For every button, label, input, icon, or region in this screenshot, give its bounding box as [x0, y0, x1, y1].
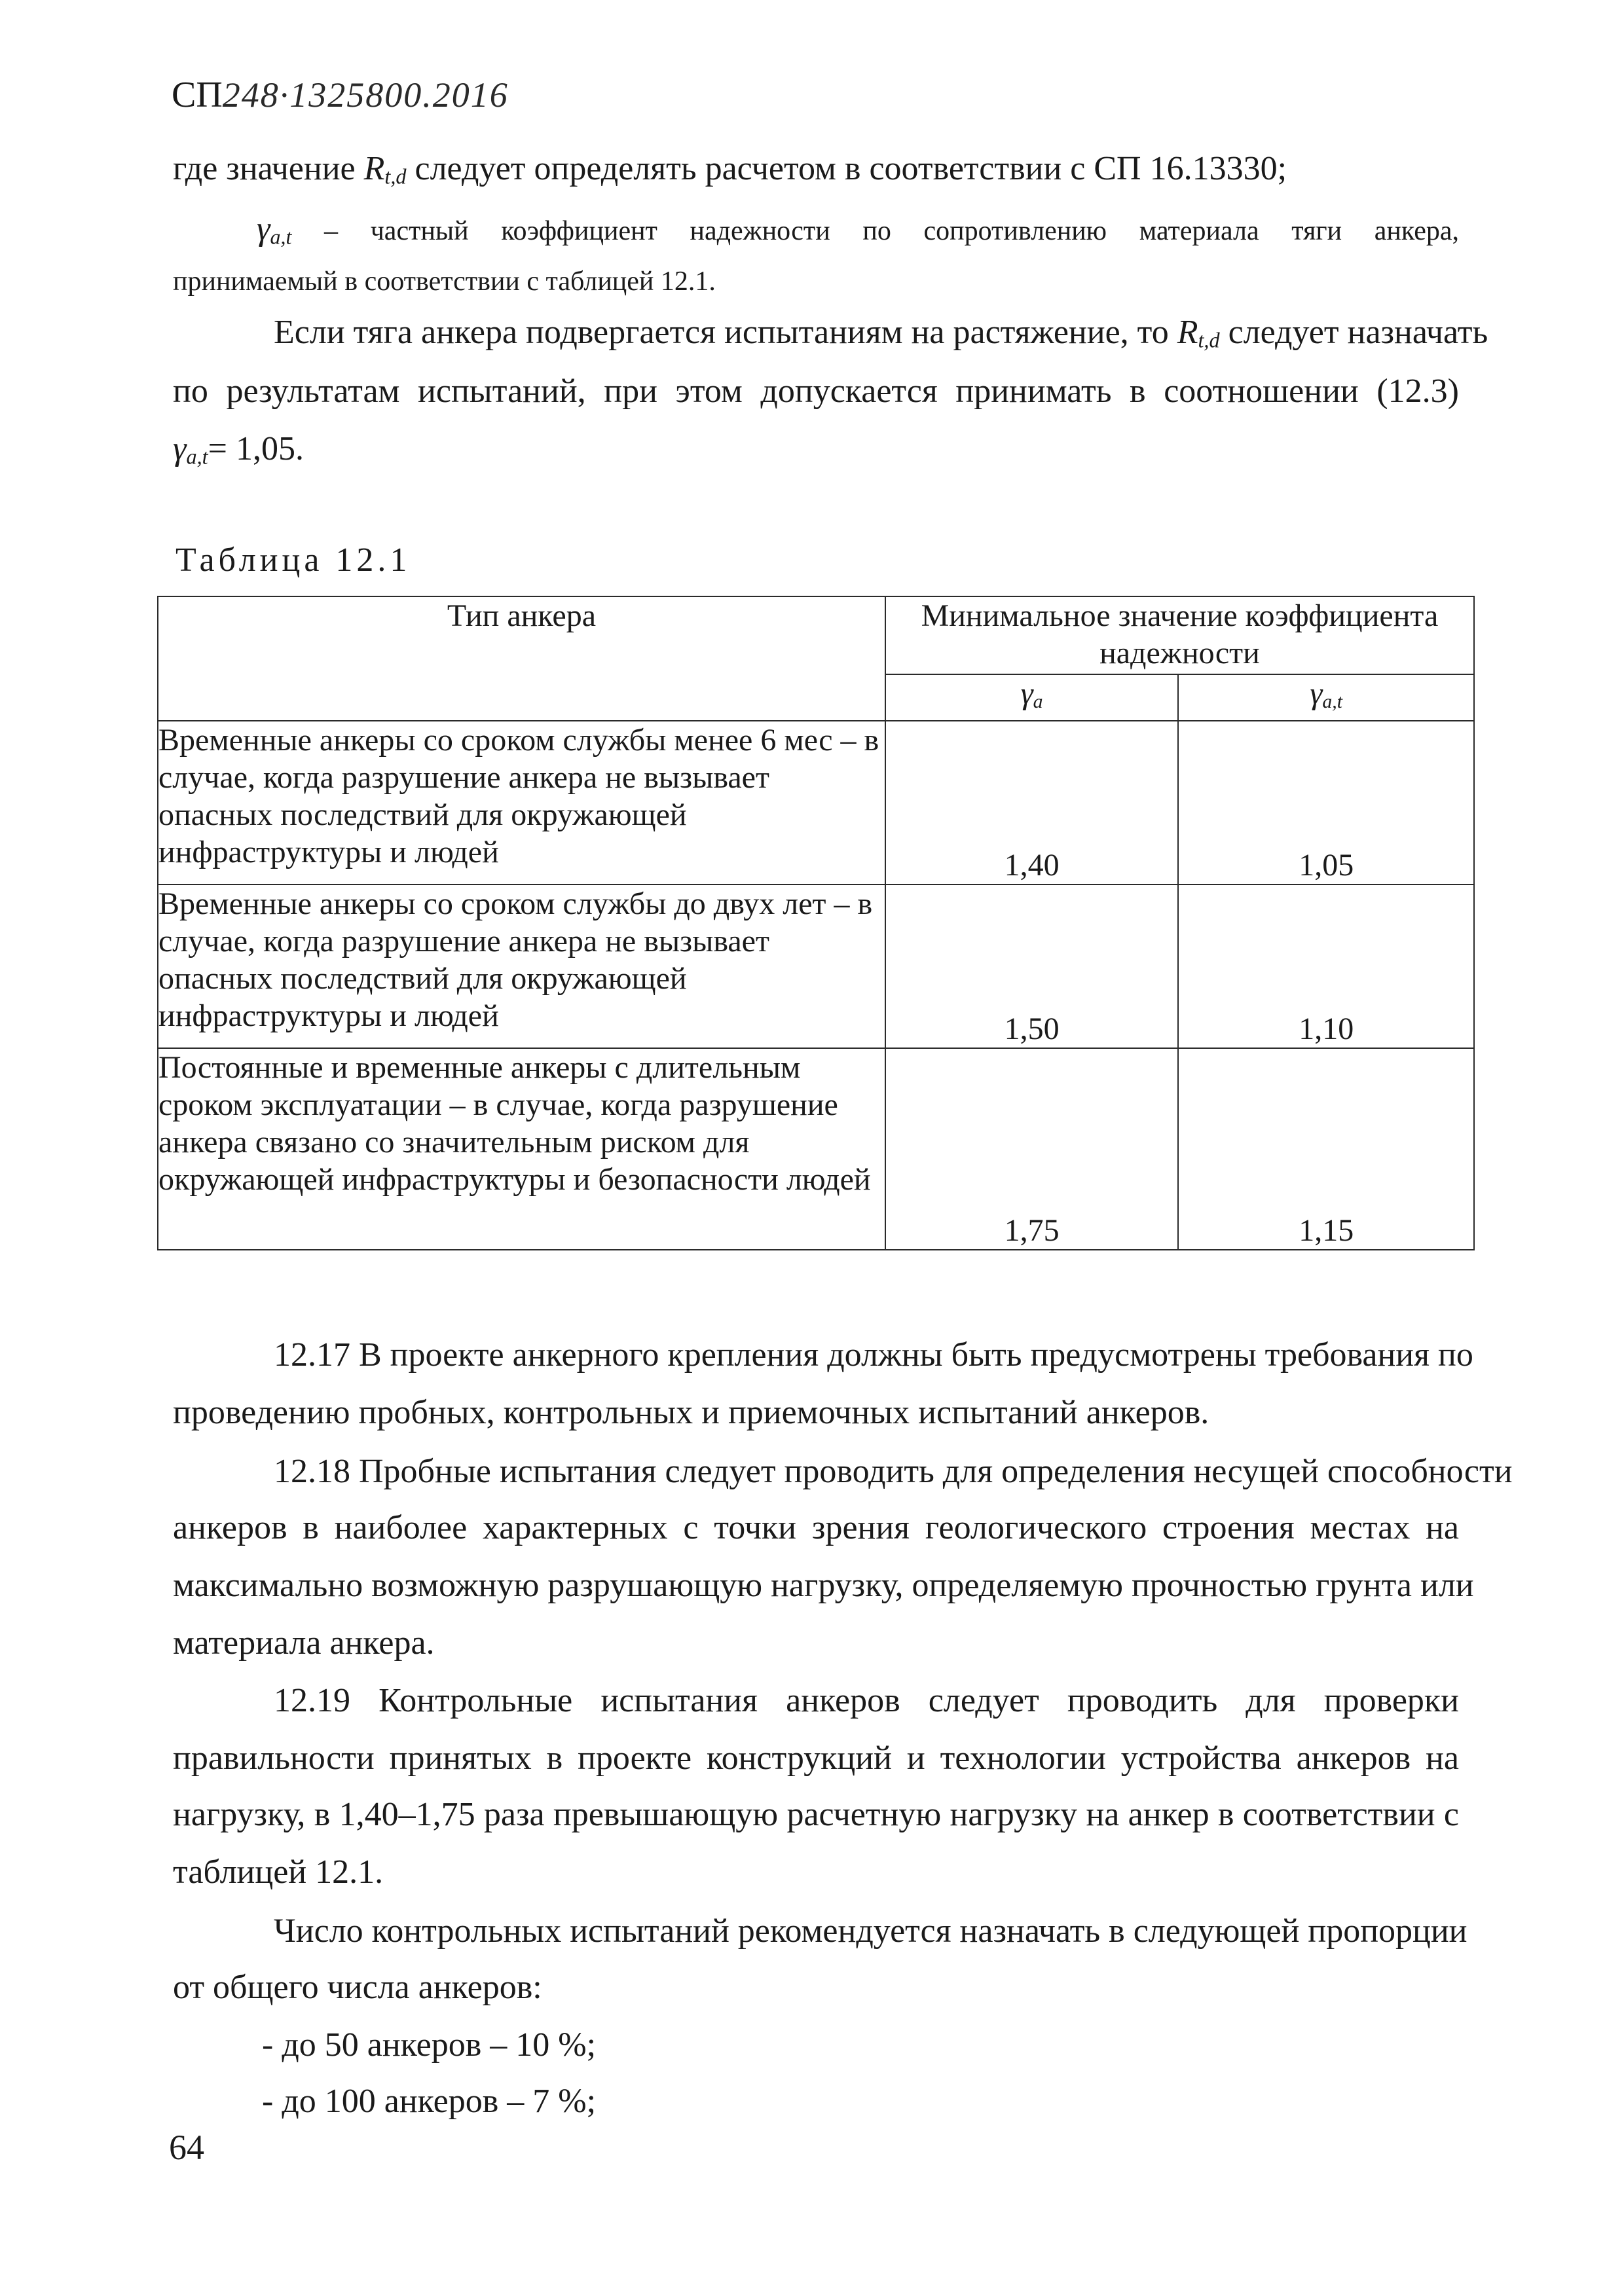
table-row: [158, 721, 1474, 884]
clause-12-19-line-3: нагрузку, в 1,40–1,75 раза превышающую расчетную нагрузку на анкер в соответствии с: [173, 1796, 1459, 1833]
intro-line-1: где значение $R_{t,d}$ следует определять расчетом в соответствии с СП 16.13330;: [173, 150, 1287, 189]
table-cell-type: Постоянные и временные анкеры с длительным сроком эксплуатации – в случае, когда разрушение анкера связано со значительным риском для окружающей инфраструктуры и безопасности людей: [158, 1048, 885, 1250]
table-cell-type: Временные анкеры со сроком службы до двух лет – в случае, когда разрушение анкера не вызывает опасных последствий для окружающей инфраструктуры и людей: [158, 884, 885, 1048]
header-min-coefficient: Минимальное значение коэффициента надежности: [885, 596, 1474, 674]
header-anchor-type: Тип анкера: [158, 596, 885, 721]
clause-12-18-line-2: анкеров в наиболее характерных с точки зрения геологического строения местах на: [173, 1509, 1459, 1546]
symbol-R-sub: t,d: [384, 164, 407, 189]
clause-12-19-line-2: правильности принятых в проекте конструкций и технологии устройства анкеров на: [173, 1740, 1459, 1777]
table-cell-gamma-at: 1,10: [1178, 884, 1474, 1048]
table-row: [158, 1048, 1474, 1250]
header-gamma-at: $\gamma_{a,t}$: [1178, 674, 1474, 721]
handwritten-document-number: 248·1325800.2016: [222, 75, 509, 115]
table-cell-gamma-a: 1,75: [885, 1048, 1179, 1250]
table-cell-gamma-a: 1,40: [885, 721, 1179, 884]
list-item: - до 100 анкеров – 7 %;: [262, 2083, 597, 2120]
table-cell-gamma-at: 1,05: [1178, 721, 1474, 884]
table-caption: Таблица 12.1: [175, 541, 411, 579]
test-paragraph-line-3: $\gamma_{a,t}= 1,05$.: [173, 430, 304, 469]
anchor-reliability-table: [157, 596, 1475, 1250]
test-paragraph-line-2: по результатам испытаний, при этом допускается принимать в соотношении (12.3): [173, 373, 1459, 410]
clause-12-18-line-3: максимально возможную разрушающую нагрузку, определяемую прочностью грунта или: [173, 1567, 1474, 1604]
table-cell-gamma-a: 1,50: [885, 884, 1179, 1048]
clause-12-18-line-4: материала анкера.: [173, 1624, 435, 1662]
table-cell-type: Временные анкеры со сроком службы менее 6 мес – в случае, когда разрушение анкера не вызывает опасных последствий для окружающей инфраструктуры и людей: [158, 721, 885, 884]
clause-12-19-line-4: таблицей 12.1.: [173, 1853, 384, 1891]
gamma-definition-line-1: $\gamma_{a,t}$ – частный коэффициент надежности по сопротивлению материала тяги анкера,: [257, 210, 1460, 249]
document-code-prefix: СП: [172, 75, 223, 115]
clause-12-17-line-2: проведению пробных, контрольных и приемочных испытаний анкеров.: [173, 1394, 1209, 1431]
symbol-gamma-sub: a,t: [270, 225, 292, 249]
table-row: [158, 884, 1474, 1048]
list-item: - до 50 анкеров – 10 %;: [262, 2026, 597, 2064]
document-code: [172, 72, 509, 118]
count-paragraph-line-2: от общего числа анкеров:: [173, 1969, 542, 2006]
clause-12-19-line-1: 12.19 Контрольные испытания анкеров следует проводить для проверки: [274, 1682, 1459, 1719]
header-gamma-a: $\gamma_a$: [885, 674, 1179, 721]
gamma-definition-line-2: принимаемый в соответствии с таблицей 12.1.: [173, 266, 716, 297]
clause-12-17-line-1: 12.17 В проекте анкерного крепления должны быть предусмотрены требования по: [274, 1336, 1473, 1374]
clause-12-18-line-1: 12.18 Пробные испытания следует проводить для определения несущей способности: [274, 1453, 1513, 1490]
symbol-gamma: γ: [257, 210, 270, 247]
test-paragraph-line-1: Если тяга анкера подвергается испытаниям на растяжение, то $R_{t,d}$ следует назначать: [274, 314, 1488, 352]
page-number: 64: [169, 2128, 204, 2167]
table-cell-gamma-at: 1,15: [1178, 1048, 1474, 1250]
count-paragraph-line-1: Число контрольных испытаний рекомендуется назначать в следующей пропорции: [274, 1912, 1467, 1950]
symbol-R: R: [363, 150, 385, 187]
